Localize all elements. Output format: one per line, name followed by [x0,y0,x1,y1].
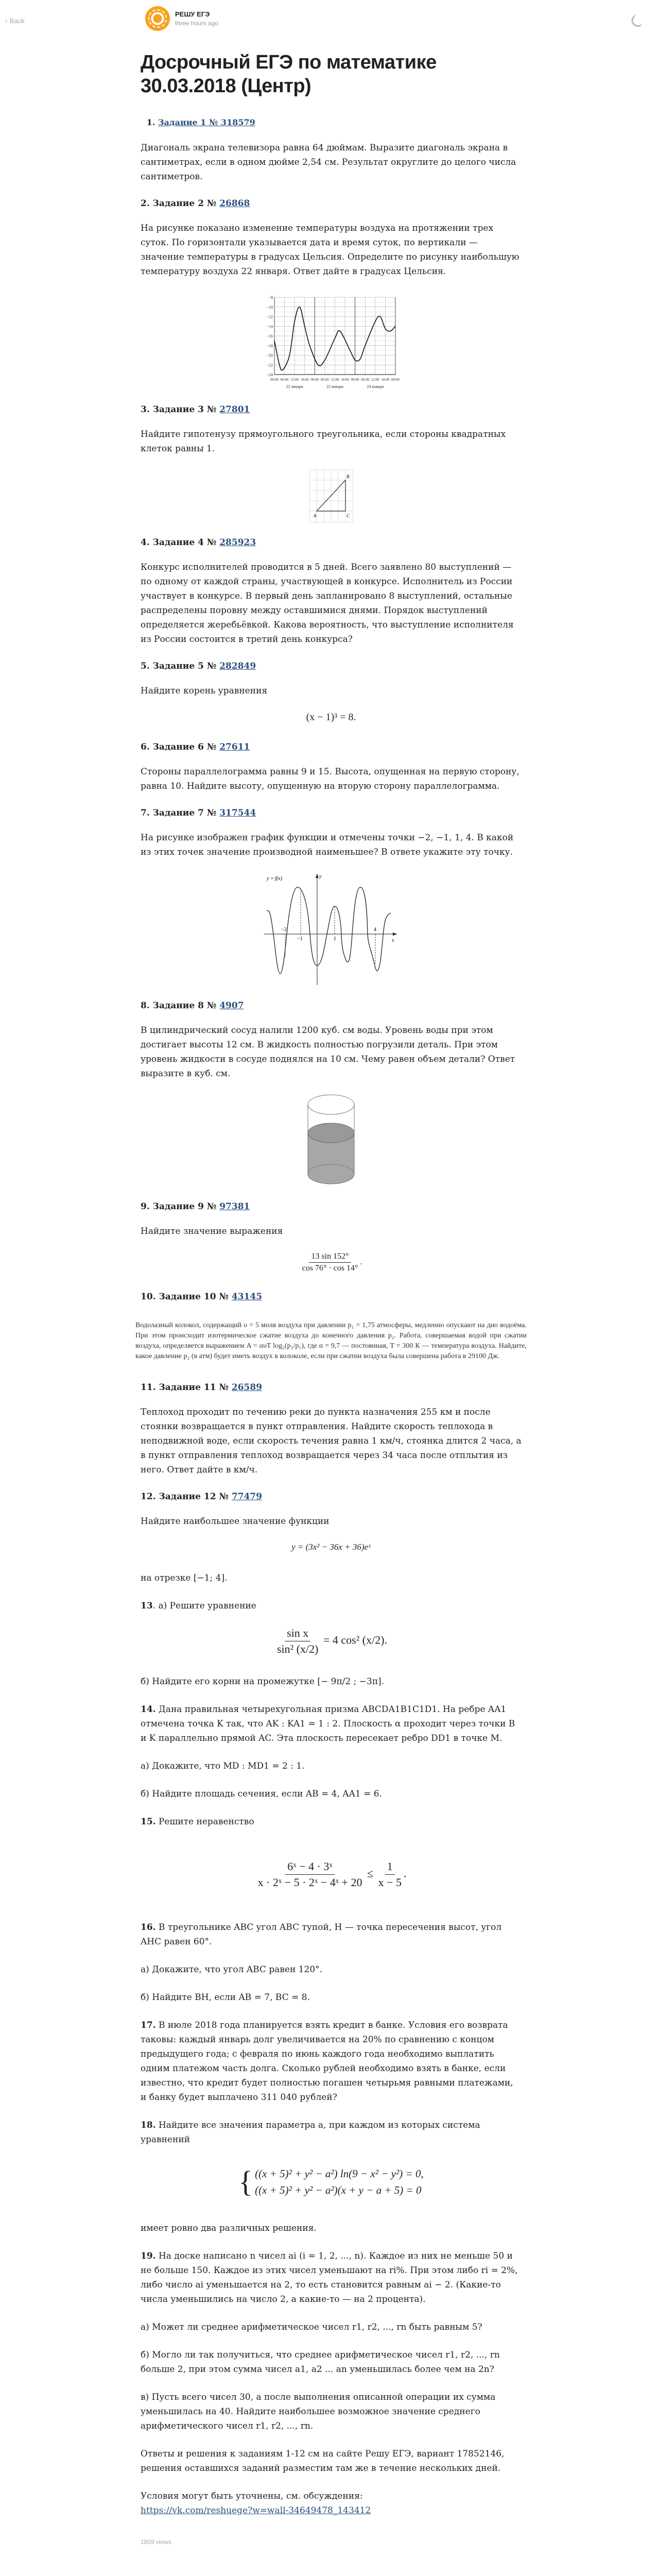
task-9-heading [141,1201,522,1212]
task-1-text: Диагональ экрана телевизора равна 64 дюймам. Выразите диагональ экрана в сантиметрах, если в одном дюйме 2,54 см. Результат округлите до целого числа сантиметров. [141,143,516,182]
task-5-prefix: 5. Задание 5 № [141,661,220,671]
x-tick-label: 12:00 [371,378,379,382]
task-4-link[interactable]: 285923 [219,537,256,548]
y-tick-label: −20 [266,353,273,358]
footer-note: Ответы и решения к заданиям 1-12 см на сайте Решу ЕГЭ, вариант 17852146, решения оставшихся заданий разместим там же в течение нескольких дней. [141,2449,505,2473]
task-15-text [141,1815,522,1829]
x-tick-label: 18:00 [341,378,350,382]
task-16-text2: а) Докажите, что угол ABC равен 120°. [141,1964,323,1975]
channel-name: РЕШУ ЕГЭ [175,10,210,18]
task-17-number: 17. [141,2020,156,2030]
task-6-link[interactable]: 27611 [219,742,250,752]
task-3-text: Найдите гипотенузу прямоугольного треугольника, если стороны квадратных клеток равны 1. [141,429,506,454]
task-5-formula: (x − 1)³ = 8. [306,711,356,723]
task-9-formula: $\frac{13 \sin 152^\circ}{\cos 76^\circ \cdot \cos 14^\circ}$ . [141,1252,522,1273]
task-12-text: Найдите наибольшее значение функции [141,1516,330,1527]
x-tick-label: 18:00 [381,378,390,382]
task-16-text3: б) Найдите BH, если AB = 7, BC = 8. [141,1992,310,2003]
task-2-prefix: 2. Задание 2 № [141,198,220,209]
discussion-note [141,2489,522,2518]
task-13-formula [141,1626,522,1656]
task-9-text: Найдите значение выражения [141,1226,283,1236]
task-13-text [141,1599,522,1613]
cylinder-svg [307,1094,355,1187]
day-label: 23 января [326,384,343,389]
x-tick-label: 06:00 [361,378,370,382]
x-tick-label: 00:00 [351,378,359,382]
task-15-formula: $\frac{\text{6ˣ − 4 · 3ˣ}}{\text{x · 2ˣ − 5 · 2ˣ − 4ˣ + 20}}$ ≤ $\frac{1}{x - 5}$ . [141,1860,522,1889]
task-10-prefix: 10. Задание 10 № [141,1292,232,1302]
task-6-heading [141,742,522,752]
y-tick-label: −24 [266,372,273,377]
task-19-number: 19. [141,2251,156,2261]
task-14-number: 14. [141,1704,156,1715]
vertex-label-a: A [314,513,317,518]
top-bar [0,0,659,46]
task-2-text: На рисунке показано изменение температуры воздуха на протяжении трех суток. По горизонтали указывается дата и время суток, по вертикали — значение температуры в градусах Цельсия. Определите по рисунку наибольшую температуру воздуха 22 января. Ответ дайте в градусах Цельсия. [141,223,519,277]
y-tick-label: −12 [266,314,273,319]
vertex-label-b: B [346,474,350,479]
task-14-text3: б) Найдите площадь сечения, если AB = 4, AA1 = 6. [141,1789,382,1799]
task-8-prefix: 8. Задание 8 № [141,1001,220,1011]
task-6-prefix: 6. Задание 6 № [141,742,220,752]
task-5-heading [141,661,522,671]
task-14-text2: а) Докажите, что MD : MD1 = 2 : 1. [141,1761,305,1771]
x-tick-label: 12:00 [331,378,339,382]
task-13-number: 13 [141,1601,153,1611]
task-12-prefix: 12. Задание 12 № [141,1492,232,1502]
day-label: 24 января [367,384,384,389]
task-10-link[interactable]: 43145 [231,1292,263,1302]
point-label-neg2: −2 [281,927,287,933]
cylinder-figure [141,1094,522,1187]
task-5-text: Найдите корень уравнения [141,686,268,696]
function-label: y = f(x) [267,876,283,882]
task-16-number: 16. [141,1922,156,1933]
system-brace: { [238,2165,253,2198]
task-11-heading [141,1382,522,1393]
chevron-left-icon: ‹ [5,16,8,25]
task-2-heading [141,198,522,209]
x-tick-label: 06:00 [320,378,329,382]
y-tick-label: −14 [266,324,273,329]
view-count: 1809 views [141,2538,172,2546]
y-tick-label: −22 [266,363,273,368]
task-12-formula: y = (3x² − 36x + 36)eˣ [291,1542,371,1552]
task-13-numerator: sin x [285,1626,310,1641]
task-9-denominator: cos 76° · cos 14° [302,1264,358,1273]
point-label-1: 1 [334,936,336,942]
back-label: Back [9,17,25,25]
task-5-link[interactable]: 282849 [219,661,256,671]
x-tick-label: 12:00 [290,378,299,382]
y-tick-label: −16 [266,334,273,338]
task-15-rhs-numerator: 1 [385,1860,395,1875]
task-15-lhs-numerator: 6ˣ − 4 · 3ˣ [285,1860,334,1875]
task-13-denominator: sin² (x/2) [276,1642,319,1655]
task-18-prompt: Найдите все значения параметра a, при каждом из которых система уравнений [141,2120,480,2145]
task-7-link[interactable]: 317544 [219,808,256,818]
task-7-text: На рисунке изображен график функции и отмечены точки −2, −1, 1, 4. В какой из этих точек значение производной наименьшее? В ответе укажите эту точку. [141,833,514,857]
task-19-text3: б) Могло ли так получиться, что среднее арифметическое чисел r1, r2, ..., rn больше 2, при этом сумма чисел a1, a2 ... an уменьшилась более чем на 2n? [141,2350,500,2375]
task-11-text: Теплоход проходит по течению реки до пункта назначения 255 км и после стоянки возвращается в пункт отправления. Найдите скорость теплохода в неподвижной воде, если скорость течения равна 1 км/ч, стоянка длится 2 часа, а в пункт отправления теплоход возвращается через 34 часа после отплытия из него. Ответ дайте в км/ч. [141,1407,522,1475]
day-label: 22 января [286,384,303,389]
task-11-link[interactable]: 26589 [231,1382,263,1393]
task-18-text [141,2118,522,2147]
task-12-heading [141,1492,522,1502]
task-6-text: Стороны параллелограмма равны 9 и 15. Высота, опущенная на первую сторону, равна 10. Найдите высоту, опущенную на вторую сторону параллелограмма. [141,767,519,791]
discussion-label: Условия могут быть уточнены, см. обсуждения: [141,2491,363,2501]
task-3-heading [141,404,522,415]
task-18-formula [141,2165,522,2198]
task-8-text: В цилиндрический сосуд налили 1200 куб. см воды. Уровень воды при этом достигает высоты 12 см. В жидкость полностью погрузили деталь. При этом уровень жидкости в сосуде поднялся на 10 см. Чему равен объем детали? Ответ выразите в куб. см. [141,1025,515,1079]
task-3-prefix: 3. Задание 3 № [141,404,220,415]
task-17-prompt: В июле 2018 года планируется взять кредит в банке. Условия его возврата таковы: каждый январь долг увеличивается на 20% по сравнению с концом предыдущего года; с февраля по июнь каждого года необходимо выплатить одним платежом часть долга. Сколько рублей необходимо взять в банке, если известно, что кредит будет полностью погашен четырьмя равными платежами, и банку будет выплачено 311 040 рублей? [141,2020,513,2103]
discussion-link[interactable]: https://vk.com/reshuege?w=wall-34649478_143412 [141,2505,371,2516]
moon-icon[interactable] [631,14,643,28]
page-title: Досрочный ЕГЭ по математике 30.03.2018 (Центр) [141,52,437,97]
task-14-text [141,1702,522,1745]
function-graph-svg [264,873,398,986]
task-18-text2: имеет ровно два различных решения. [141,2223,317,2233]
task-1-heading [141,117,522,127]
temperature-chart-svg [259,292,403,390]
task-7-heading [141,808,522,818]
task-13-rhs: = 4 cos² (x/2). [323,1633,388,1647]
task-18-number: 18. [141,2120,156,2130]
task-2-link[interactable]: 26868 [219,198,250,209]
task-13-prompt: . а) Решите уравнение [152,1601,256,1611]
task-1-link[interactable]: Задание 1 № 318579 [158,117,255,127]
task-4-text: Конкурс исполнителей проводится в 5 дней. Всего заявлено 80 выступлений — по одному от каждой страны, участвующей в конкурсе. Исполнитель из России участвует в конкурсе. В первый день запланировано 8 выступлений, остальные распределены поровну между оставшимися днями. Порядок выступлений определяется жеребьёвкой. Какова вероятность, что выступление исполнителя из России состоится в третий день конкурса? [141,562,514,645]
task-11-prefix: 11. Задание 11 № [141,1382,232,1393]
task-12-text2: на отрезке [−1; 4]. [141,1573,228,1583]
task-8-heading [141,1001,522,1011]
article [135,50,527,2546]
task-14-prompt: Дана правильная четырехугольная призма ABCDA1B1C1D1. На ребре AA1 отмечена точка K так, что AK : KA1 = 1 : 2. Плоскость α проходит через точки B и K параллельно прямой AC. Эта плоскость пересекает ребро DD1 в точке M. [141,1704,515,1743]
task-19-prompt: На доске написано n чисел ai (i = 1, 2, ..., n). Каждое из них не меньше 50 и не больше 150. Каждое из этих чисел уменьшают на ri%. При этом либо ri = 2%, либо число ai уменьшается на 2, то есть становится равным ai − 2. (Какие-то числа уменьшились на число 2, а какие-то — на 2 процента). [141,2251,518,2304]
task-15-prompt: Решите неравенство [155,1817,254,1827]
task-9-link[interactable]: 97381 [219,1201,250,1212]
task-19-text2: а) Может ли среднее арифметическое чисел r1, r2, ..., rn быть равным 5? [141,2322,482,2332]
y-tick-label: −10 [266,304,273,310]
task-15-rhs-denominator: x − 5 [378,1876,402,1889]
x-tick-label: 18:00 [300,378,309,382]
x-tick-label: 06:00 [280,378,289,382]
channel-logo [145,6,170,31]
function-graph [141,873,522,986]
back-button[interactable] [5,16,25,25]
y-axis-label: y [319,874,322,879]
task-12-link[interactable]: 77479 [231,1492,263,1502]
system-equation-1: ((x + 5)² + y² − a²) ln(9 − x² − y²) = 0, [255,2167,424,2180]
task-4-prefix: 4. Задание 4 № [141,537,220,548]
task-10-text: Водолазный колокол, содержащий υ = 5 моля воздуха при давлении p₁ = 1,75 атмосферы, медленно опускают на дно водоёма. При этом происходит изотермическое сжатие воздуха до конечного давления p₂. Работа, совершаемая водой при сжатии воздуха, определяется выражением A = αυT log₂(p₂/p₁), где α = 9,7 — постоянная, T = 300 К — температура воздуха. Найдите, какое давление p₂ (в атм) будет иметь воздух в колоколе, если при сжатии воздуха была совершена работа в 29100 Дж. [135,1321,527,1360]
point-label-4: 4 [374,927,376,933]
task-15-lhs-denominator: x · 2ˣ − 5 · 2ˣ − 4ˣ + 20 [257,1876,362,1889]
task-9-prefix: 9. Задание 9 № [141,1201,220,1212]
system-equation-2: ((x + 5)² + y² − a²)(x + y − a + 5) = 0 [255,2184,422,2196]
task-4-heading [141,537,522,548]
x-tick-label: 00:00 [310,378,319,382]
triangle-figure [141,469,522,523]
task-15-number: 15. [141,1817,156,1827]
temperature-chart [141,292,522,390]
task-19-text4: в) Пусть всего чисел 30, а после выполнения описанной операции их сумма уменьшилась на 40. Найдите наибольшее возможное значение среднего арифметического чисел r1, r2, ..., rn. [141,2392,496,2431]
task-17-text [141,2018,522,2105]
channel-info[interactable] [145,6,218,31]
task-3-link[interactable]: 27801 [219,404,250,415]
post-time: three hours ago [175,20,219,27]
triangle-grid-svg [309,469,353,523]
x-tick-label: 00:00 [270,378,279,382]
x-axis-label: x [392,938,394,943]
task-8-link[interactable]: 4907 [219,1001,244,1011]
task-9-numerator: 13 sin 152° [309,1252,351,1263]
y-tick-label: −8 [268,295,273,300]
task-7-prefix: 7. Задание 7 № [141,808,220,818]
task-19-text [141,2249,522,2307]
y-tick-label: −18 [266,343,273,348]
task-16-prompt: В треугольнике ABC угол ABC тупой, H — точка пересечения высот, угол AHC равен 60°. [141,1922,502,1947]
vertex-label-c: C [346,513,350,518]
task-16-text [141,1920,522,1949]
x-tick-label: 00:00 [391,378,400,382]
task-13-text2: б) Найдите его корни на промежутке [− 9π/2 ; −3π]. [141,1676,384,1687]
task-10-heading [141,1292,522,1302]
point-label-neg1: −1 [297,936,303,942]
